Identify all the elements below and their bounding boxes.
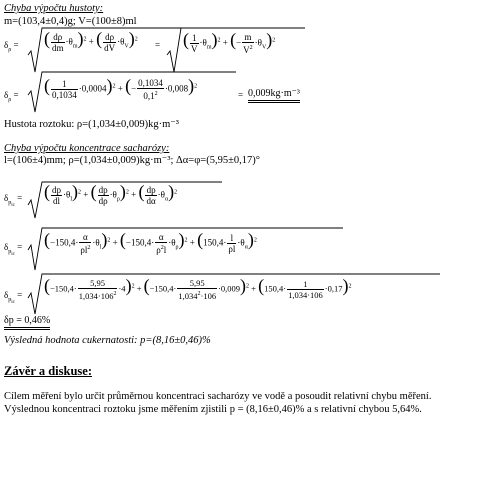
density-givens: m=(103,4±0,4)g; V=(100±8)ml <box>4 16 137 27</box>
density-error-title: Chyba výpočtu hustoty: <box>4 3 104 14</box>
delta-rho-result: 0,009kg·m⁻³ <box>248 88 300 103</box>
final-sugar-result: Výsledná hodnota cukernatosti: p=(8,16±0,46)% <box>4 335 211 346</box>
conclusion-text: Cílem měření bylo určit průměrnou koncentraci sacharózy ve vodě a posoudit relativní chybu měření. Výslednou koncentraci roztoku jsme měřením zjistili p = (8,16±0,46)% a s relativní chybou 5,64%. <box>4 391 432 415</box>
sugar-givens: l=(106±4)mm; ρ=(1,034±0,009)kg·m⁻³; Δα=φ=(5,95±0,17)° <box>4 155 260 166</box>
density-result: Hustota roztoku: ρ=(1,034±0,009)kg·m⁻³ <box>4 119 179 130</box>
delta-p-result: δp = 0,46% <box>4 315 50 330</box>
sugar-error-title: Chyba výpočtu koncentrace sacharózy: <box>4 143 170 154</box>
conclusion-heading: Závěr a diskuse: <box>4 364 92 378</box>
